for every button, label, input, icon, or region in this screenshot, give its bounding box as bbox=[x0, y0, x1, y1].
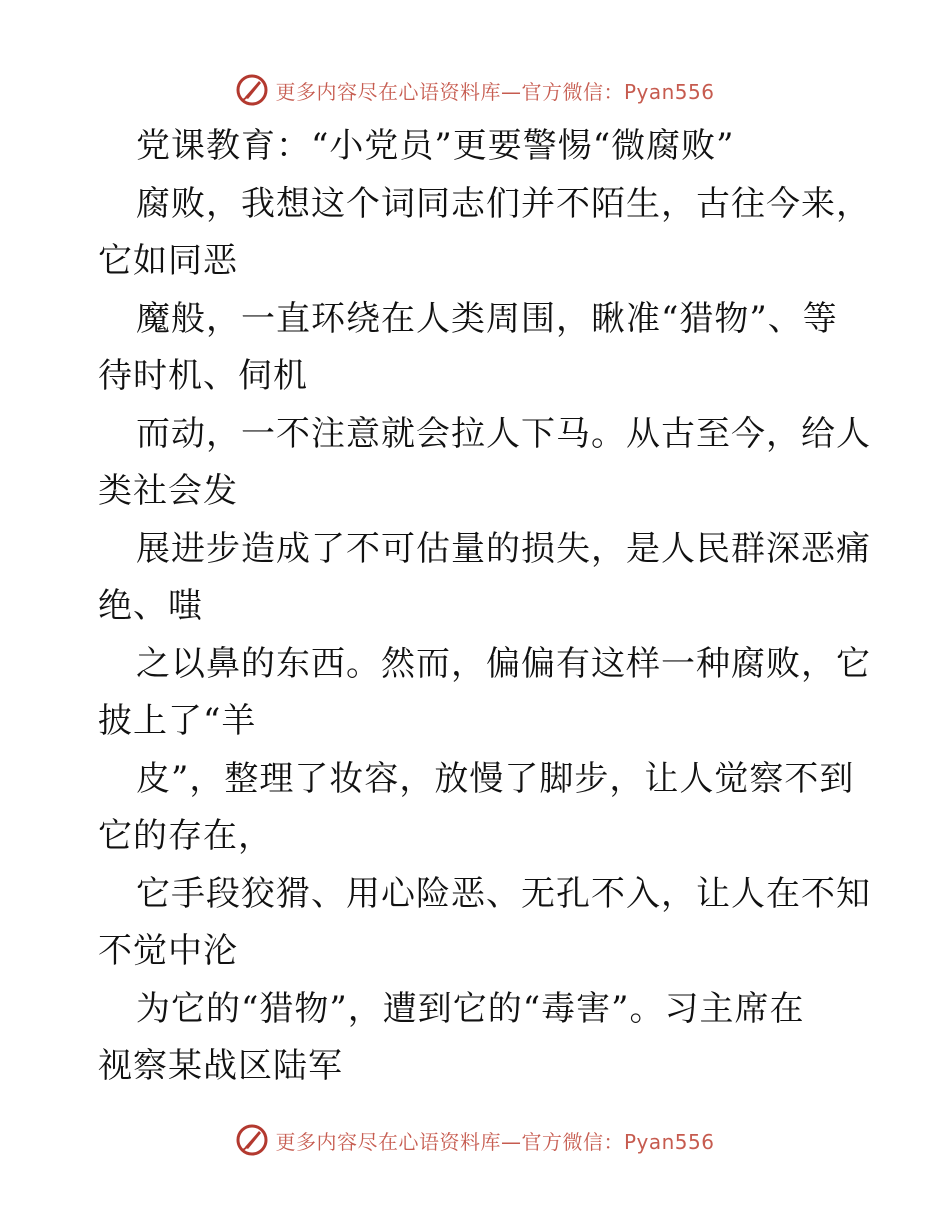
text-line: 披上了“羊 bbox=[98, 701, 257, 741]
footer-banner bbox=[0, 1120, 950, 1160]
text-line: 绝、嗤 bbox=[98, 586, 203, 626]
quill-logo-icon bbox=[235, 73, 269, 107]
text-line: 皮”，整理了妆容，放慢了脚步，让人觉察不到 bbox=[136, 758, 855, 799]
text-line: 待时机、伺机 bbox=[98, 356, 308, 396]
text-line: 魔般，一直环绕在人类周围，瞅准“猎物”、等 bbox=[136, 298, 838, 339]
text-line: 为它的“猎物”，遭到它的“毒害”。习主席在 bbox=[136, 988, 805, 1029]
banner-text: 更多内容尽在心语资料库—官方微信：Pyan556 bbox=[275, 79, 715, 104]
document-body bbox=[98, 118, 871, 1096]
text-line: 腐败，我想这个词同志们并不陌生，古往今来， bbox=[136, 183, 871, 224]
text-line: 不觉中沦 bbox=[98, 931, 238, 971]
banner-text: 更多内容尽在心语资料库—官方微信：Pyan556 bbox=[275, 1129, 715, 1154]
text-line: 类社会发 bbox=[98, 471, 238, 511]
text-line: 它的存在， bbox=[98, 816, 273, 856]
text-line: 视察某战区陆军 bbox=[98, 1046, 343, 1086]
text-line: 而动，一不注意就会拉人下马。从古至今，给人 bbox=[136, 413, 871, 454]
text-line: 它如同恶 bbox=[98, 241, 238, 281]
header-banner bbox=[0, 70, 950, 110]
text-line: 它手段狡猾、用心险恶、无孔不入，让人在不知 bbox=[136, 873, 871, 914]
document-title: 党课教育：“小党员”更要警惕“微腐败” bbox=[136, 126, 735, 166]
text-line: 之以鼻的东西。然而，偏偏有这样一种腐败，它 bbox=[136, 643, 871, 684]
text-line: 展进步造成了不可估量的损失，是人民群深恶痛 bbox=[136, 528, 871, 569]
quill-logo-icon bbox=[235, 1123, 269, 1157]
